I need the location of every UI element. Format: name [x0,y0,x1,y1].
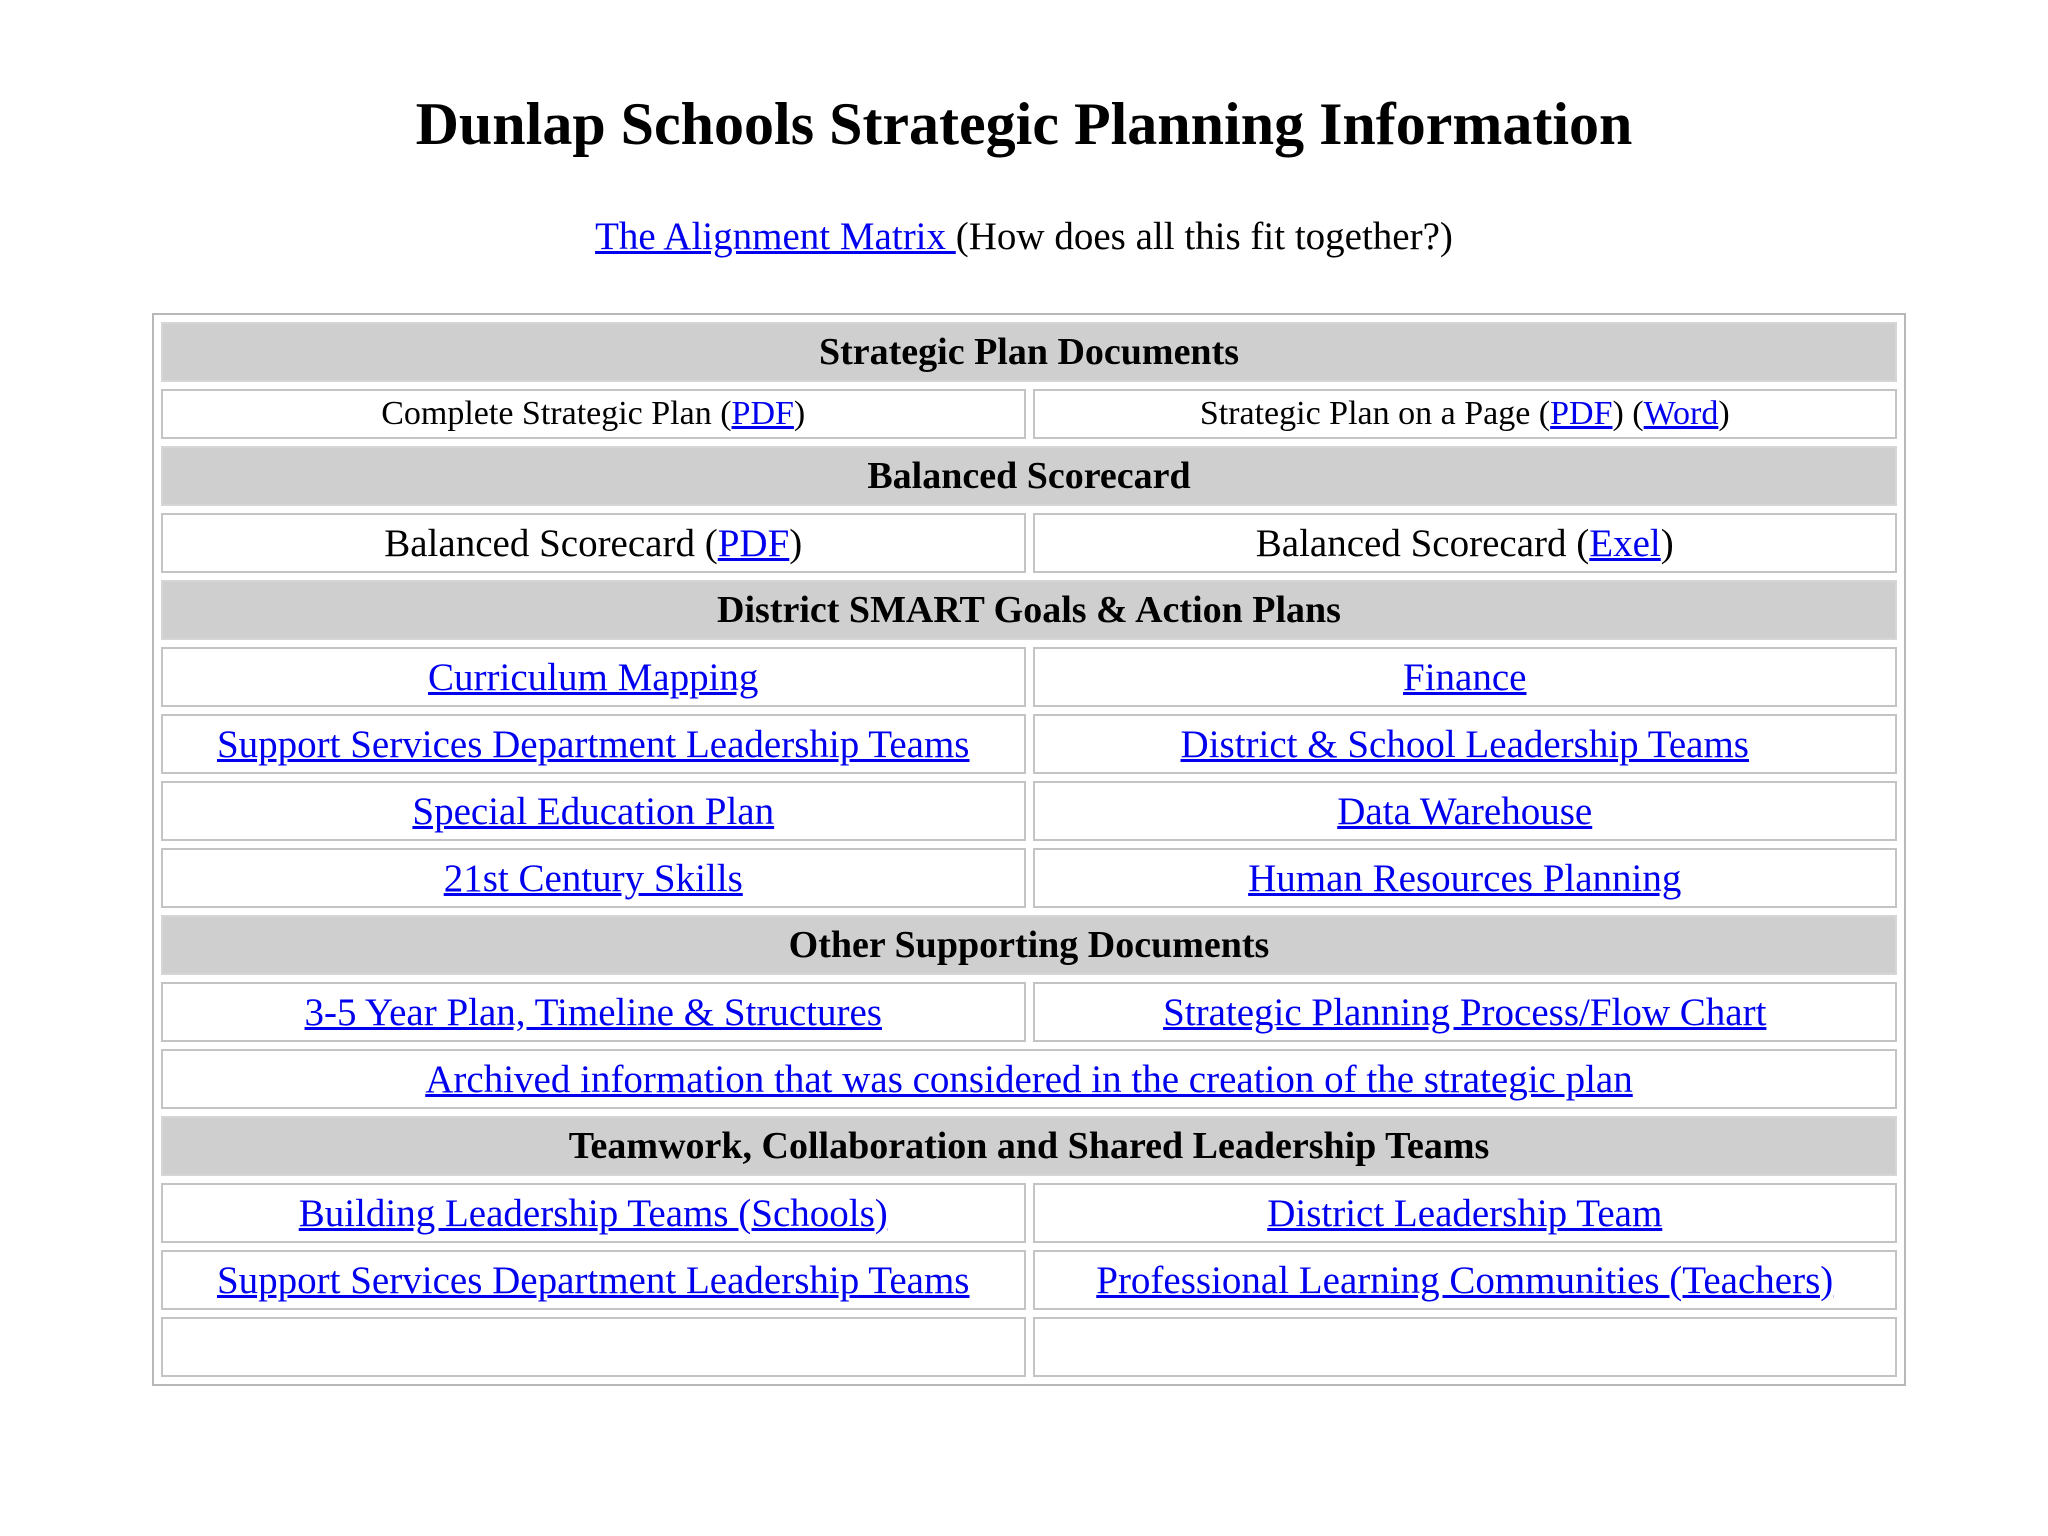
strategic-plan-on-a-page-word-link[interactable]: Word [1643,395,1719,432]
table-row [161,982,1897,1042]
table-cell [1033,781,1898,841]
special-education-plan-link[interactable]: Special Education Plan [412,789,775,833]
paren-close: ) [789,521,803,565]
strategic-plan-on-a-page-pdf-link[interactable]: PDF [1550,395,1613,432]
table-cell [161,714,1026,774]
district-school-leadership-teams-link[interactable]: District & School Leadership Teams [1180,722,1749,766]
section-header-row [161,446,1897,506]
empty-cell [1033,1317,1898,1377]
21st-century-skills-link[interactable]: 21st Century Skills [443,856,743,900]
balanced-scorecard-pdf-link[interactable]: PDF [717,521,790,565]
table-row [161,513,1897,573]
smart-goals-header: District SMART Goals & Action Plans [161,580,1897,640]
balanced-scorecard-label: Balanced Scorecard ( [384,521,718,565]
section-header-row [161,915,1897,975]
table-row [161,389,1897,439]
table-cell [161,848,1026,908]
strategic-plan-documents-header: Strategic Plan Documents [161,322,1897,382]
support-services-leadership-teams-link-2[interactable]: Support Services Department Leadership Teams [216,1258,970,1302]
table-cell [161,647,1026,707]
human-resources-planning-link[interactable]: Human Resources Planning [1248,856,1682,900]
table-row [161,647,1897,707]
table-row [161,1183,1897,1243]
finance-link[interactable]: Finance [1403,655,1527,699]
complete-strategic-plan-cell [161,389,1026,439]
strategic-plan-on-a-page-label: Strategic Plan on a Page ( [1199,395,1551,432]
archived-information-link[interactable]: Archived information that was considered in the creation of the strategic plan [425,1057,1633,1101]
strategic-planning-table [152,313,1906,1386]
strategic-plan-on-a-page-cell [1033,389,1898,439]
alignment-line [0,212,2048,262]
table-cell [161,1049,1897,1109]
alignment-note: (How does all this fit together?) [955,215,1453,258]
complete-strategic-plan-pdf-link[interactable]: PDF [731,395,794,432]
table-cell [1033,647,1898,707]
table-cell [1033,1250,1898,1310]
teamwork-header: Teamwork, Collaboration and Shared Leadership Teams [161,1116,1897,1176]
section-header-row [161,1116,1897,1176]
empty-cell [161,1317,1026,1377]
balanced-scorecard-pdf-cell [161,513,1026,573]
professional-learning-communities-link[interactable]: Professional Learning Communities (Teachers) [1096,1258,1834,1302]
table-cell [1033,714,1898,774]
curriculum-mapping-link[interactable]: Curriculum Mapping [428,655,759,699]
table-cell [1033,848,1898,908]
empty-row [161,1317,1897,1377]
balanced-scorecard-excel-cell [1033,513,1898,573]
section-header-row [161,580,1897,640]
balanced-scorecard-label: Balanced Scorecard ( [1255,521,1590,565]
support-services-leadership-teams-link[interactable]: Support Services Department Leadership Teams [216,722,970,766]
table-row [161,848,1897,908]
table-cell [161,982,1026,1042]
table-cell [1033,1183,1898,1243]
page-title: Dunlap Schools Strategic Planning Information [415,91,1633,157]
other-supporting-documents-header: Other Supporting Documents [161,915,1897,975]
balanced-scorecard-header: Balanced Scorecard [161,446,1897,506]
balanced-scorecard-excel-link[interactable]: Exel [1589,521,1661,565]
section-header-row [161,322,1897,382]
building-leadership-teams-link[interactable]: Building Leadership Teams (Schools) [298,1191,888,1235]
table-cell [1033,982,1898,1042]
table-cell [161,781,1026,841]
table-cell [161,1250,1026,1310]
table-row [161,781,1897,841]
complete-strategic-plan-label: Complete Strategic Plan ( [381,395,732,432]
district-leadership-team-link[interactable]: District Leadership Team [1267,1191,1663,1235]
table-row [161,1250,1897,1310]
data-warehouse-link[interactable]: Data Warehouse [1337,789,1593,833]
planning-process-flow-chart-link[interactable]: Strategic Planning Process/Flow Chart [1163,990,1767,1034]
table-row [161,714,1897,774]
paren-close: ) [1660,521,1674,565]
table-cell [161,1183,1026,1243]
alignment-matrix-link[interactable]: The Alignment Matrix [595,215,956,258]
table-row [161,1049,1897,1109]
paren-close: ) [793,395,806,432]
year-plan-timeline-link[interactable]: 3-5 Year Plan, Timeline & Structures [304,990,882,1034]
paren-separator: ) ( [1612,395,1644,432]
paren-close: ) [1718,395,1730,432]
